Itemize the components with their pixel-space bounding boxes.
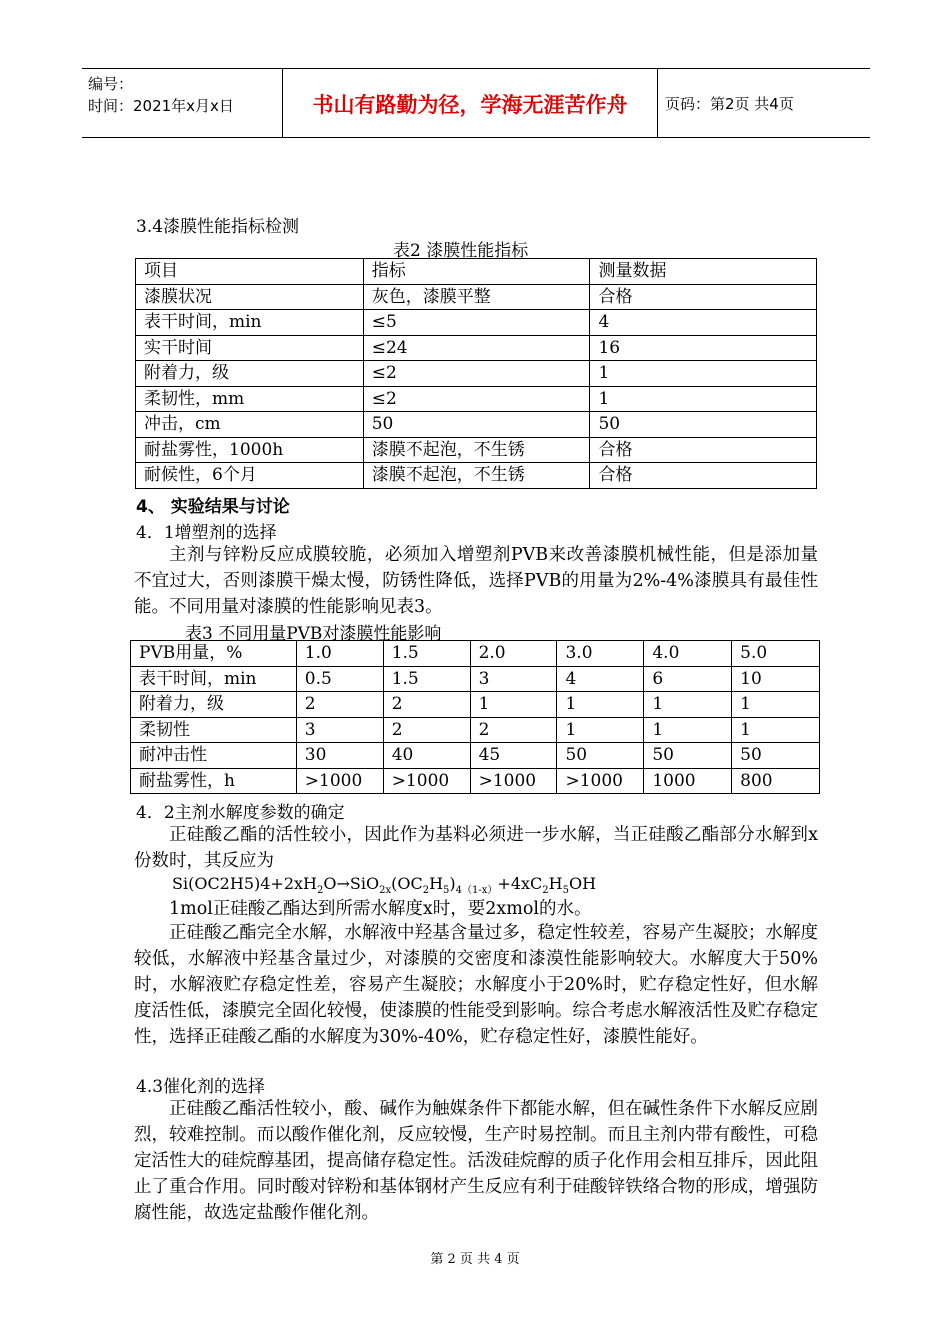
table-row bbox=[131, 692, 820, 718]
table-cell: 4 bbox=[590, 310, 817, 336]
paragraph-text: 1mol正硅酸乙酯达到所需水解度x时，要2xmol的水。 bbox=[169, 899, 592, 919]
table-cell: >1000 bbox=[296, 768, 383, 794]
paragraph-text: 正硅酸乙酯完全水解，水解液中羟基含量过多，稳定性较差，容易产生凝胶；水解度较低，水解液中羟基含量过少，对漆膜的交密度和漆漠性能影响较大。水解度大于50%时，水解液贮存稳定性差，容易产生凝胶；水解度小于20%时，贮存稳定性好，但水解度活性低，漆膜完全固化较慢，使漆膜的性能受到影响。综合考虑水解液活性及贮存稳定性，选择正硅酸乙酯的水解度为30%-40%，贮存稳定性好，漆膜性能好。 bbox=[134, 923, 818, 1047]
table-cell: 1 bbox=[644, 717, 732, 743]
table-cell: 1.0 bbox=[296, 641, 383, 667]
table-row bbox=[131, 743, 820, 769]
header-motto: 书山有路勤为径，学海无涯苦作舟 bbox=[312, 93, 628, 117]
table-cell: 1 bbox=[732, 692, 820, 718]
section-4-3-paragraph bbox=[134, 1096, 818, 1226]
table-cell: 50 bbox=[590, 412, 817, 438]
header-left bbox=[88, 73, 234, 117]
table-cell: 2 bbox=[383, 692, 470, 718]
section-4-2-paragraph1 bbox=[134, 822, 818, 874]
table-cell: 2.0 bbox=[470, 641, 557, 667]
table-row bbox=[136, 310, 817, 336]
paragraph-text: 正硅酸乙酯的活性较小，因此作为基料必须进一步水解，当正硅酸乙酯部分水解到x份数时，其反应为 bbox=[134, 825, 818, 871]
table-row bbox=[136, 437, 817, 463]
header-time-label: 时间：2021年x月x日 bbox=[88, 97, 234, 115]
section-4-2-heading: 4．2主剂水解度参数的确定 bbox=[136, 803, 345, 823]
table-row bbox=[136, 284, 817, 310]
table-row bbox=[136, 386, 817, 412]
table2-caption: 表2 漆膜性能指标 bbox=[393, 241, 529, 261]
table3-caption: 表3 不同用量PVB对漆膜性能影响 bbox=[185, 624, 442, 644]
table-cell: 耐冲击性 bbox=[131, 743, 297, 769]
table-cell: 2 bbox=[470, 717, 557, 743]
table-cell: 1 bbox=[557, 692, 644, 718]
table-cell: 实干时间 bbox=[136, 335, 364, 361]
table-cell: 50 bbox=[363, 412, 590, 438]
table-cell: 指标 bbox=[363, 259, 590, 285]
table-cell: 3 bbox=[296, 717, 383, 743]
table-cell: PVB用量，% bbox=[131, 641, 297, 667]
table-cell: 耐盐雾性，1000h bbox=[136, 437, 364, 463]
section-4-2-paragraph2 bbox=[134, 896, 818, 922]
table-cell: 2 bbox=[296, 692, 383, 718]
table-cell: 附着力，级 bbox=[131, 692, 297, 718]
table-cell: 5.0 bbox=[732, 641, 820, 667]
header-divider bbox=[282, 69, 283, 137]
table-cell: 耐候性，6个月 bbox=[136, 463, 364, 489]
table-cell: 1 bbox=[732, 717, 820, 743]
table-cell: 表干时间，min bbox=[136, 310, 364, 336]
table-row bbox=[131, 666, 820, 692]
section-4-2-paragraph3 bbox=[134, 920, 818, 1050]
table-cell: 1000 bbox=[644, 768, 732, 794]
table-cell: ≤2 bbox=[363, 386, 590, 412]
table-row bbox=[131, 641, 820, 667]
table-cell: 6 bbox=[644, 666, 732, 692]
table-cell: ≤5 bbox=[363, 310, 590, 336]
table-cell: 柔韧性，mm bbox=[136, 386, 364, 412]
table-cell: >1000 bbox=[557, 768, 644, 794]
table-cell: >1000 bbox=[383, 768, 470, 794]
table-cell: 0.5 bbox=[296, 666, 383, 692]
table-cell: 漆膜不起泡，不生锈 bbox=[363, 463, 590, 489]
table-cell: 4.0 bbox=[644, 641, 732, 667]
header-number-label: 编号： bbox=[88, 75, 134, 93]
table-cell: 50 bbox=[557, 743, 644, 769]
page-footer: 第 2 页 共 4 页 bbox=[430, 1252, 520, 1267]
table-cell: 30 bbox=[296, 743, 383, 769]
table-row bbox=[136, 361, 817, 387]
table-cell: 16 bbox=[590, 335, 817, 361]
paragraph-text: 正硅酸乙酯活性较小，酸、碱作为触媒条件下都能水解，但在碱性条件下水解反应剧烈，较难控制。而以酸作催化剂，反应较慢，生产时易控制。而且主剂内带有酸性，可稳定活性大的硅烷醇基团，提高储存稳定性。活泼硅烷醇的质子化作用会相互排斥，因此阻止了重合作用。同时酸对锌粉和基体钢材产生反应有利于硅酸锌铁络合物的形成，增强防腐性能，故选定盐酸作催化剂。 bbox=[134, 1099, 818, 1223]
table-cell: 合格 bbox=[590, 284, 817, 310]
table-row bbox=[136, 463, 817, 489]
table-row bbox=[136, 335, 817, 361]
table-cell: ≤2 bbox=[363, 361, 590, 387]
table-cell: 10 bbox=[732, 666, 820, 692]
section-4-heading: 4、 实验结果与讨论 bbox=[136, 497, 290, 517]
table-cell: 合格 bbox=[590, 437, 817, 463]
paragraph-text: 主剂与锌粉反应成膜较脆，必须加入增塑剂PVB来改善漆膜机械性能，但是添加量不宜过大，否则漆膜干燥太慢，防锈性降低，选择PVB的用量为2%-4%漆膜具有最佳性能。不同用量对漆膜的性能影响见表3。 bbox=[134, 545, 818, 617]
table-cell: 40 bbox=[383, 743, 470, 769]
table-cell: 灰色，漆膜平整 bbox=[363, 284, 590, 310]
table-cell: 冲击，cm bbox=[136, 412, 364, 438]
table-cell: 测量数据 bbox=[590, 259, 817, 285]
table-cell: 附着力，级 bbox=[136, 361, 364, 387]
table-cell: 2 bbox=[383, 717, 470, 743]
table-cell: 1 bbox=[590, 386, 817, 412]
table-cell: 漆膜状况 bbox=[136, 284, 364, 310]
table-cell: 1 bbox=[470, 692, 557, 718]
table-cell: 1 bbox=[590, 361, 817, 387]
table-cell: 项目 bbox=[136, 259, 364, 285]
table-row bbox=[131, 768, 820, 794]
table-cell: 800 bbox=[732, 768, 820, 794]
table-cell: 1 bbox=[557, 717, 644, 743]
table-row bbox=[136, 259, 817, 285]
table2 bbox=[135, 258, 817, 489]
table-cell: 45 bbox=[470, 743, 557, 769]
table-cell: 表干时间，min bbox=[131, 666, 297, 692]
section-3-4-heading: 3.4漆膜性能指标检测 bbox=[136, 217, 300, 237]
page-header bbox=[82, 68, 870, 138]
table-cell: 1 bbox=[644, 692, 732, 718]
table-row bbox=[131, 717, 820, 743]
table-cell: 1.5 bbox=[383, 666, 470, 692]
table-cell: 耐盐雾性，h bbox=[131, 768, 297, 794]
table-cell: 1.5 bbox=[383, 641, 470, 667]
table3 bbox=[130, 640, 820, 794]
table-cell: 4 bbox=[557, 666, 644, 692]
table-row bbox=[136, 412, 817, 438]
section-4-3-heading: 4.3催化剂的选择 bbox=[136, 1077, 266, 1097]
table-cell: 合格 bbox=[590, 463, 817, 489]
table-cell: 柔韧性 bbox=[131, 717, 297, 743]
table-cell: 漆膜不起泡，不生锈 bbox=[363, 437, 590, 463]
table-cell: ≤24 bbox=[363, 335, 590, 361]
table-cell: 50 bbox=[732, 743, 820, 769]
header-page-info: 页码：第2页 共4页 bbox=[665, 95, 794, 113]
table-cell: >1000 bbox=[470, 768, 557, 794]
reaction-equation: $Si(OC2H5)4+2xH_2O\to SiO_{2x}(OC_2H_5)_{4(1-x)}+4xC_2H_5OH$ bbox=[172, 874, 597, 897]
table-cell: 3 bbox=[470, 666, 557, 692]
section-4-1-heading: 4．1增塑剂的选择 bbox=[136, 523, 277, 543]
table-cell: 3.0 bbox=[557, 641, 644, 667]
section-4-1-paragraph bbox=[134, 542, 818, 620]
table-cell: 50 bbox=[644, 743, 732, 769]
header-divider bbox=[657, 69, 658, 137]
